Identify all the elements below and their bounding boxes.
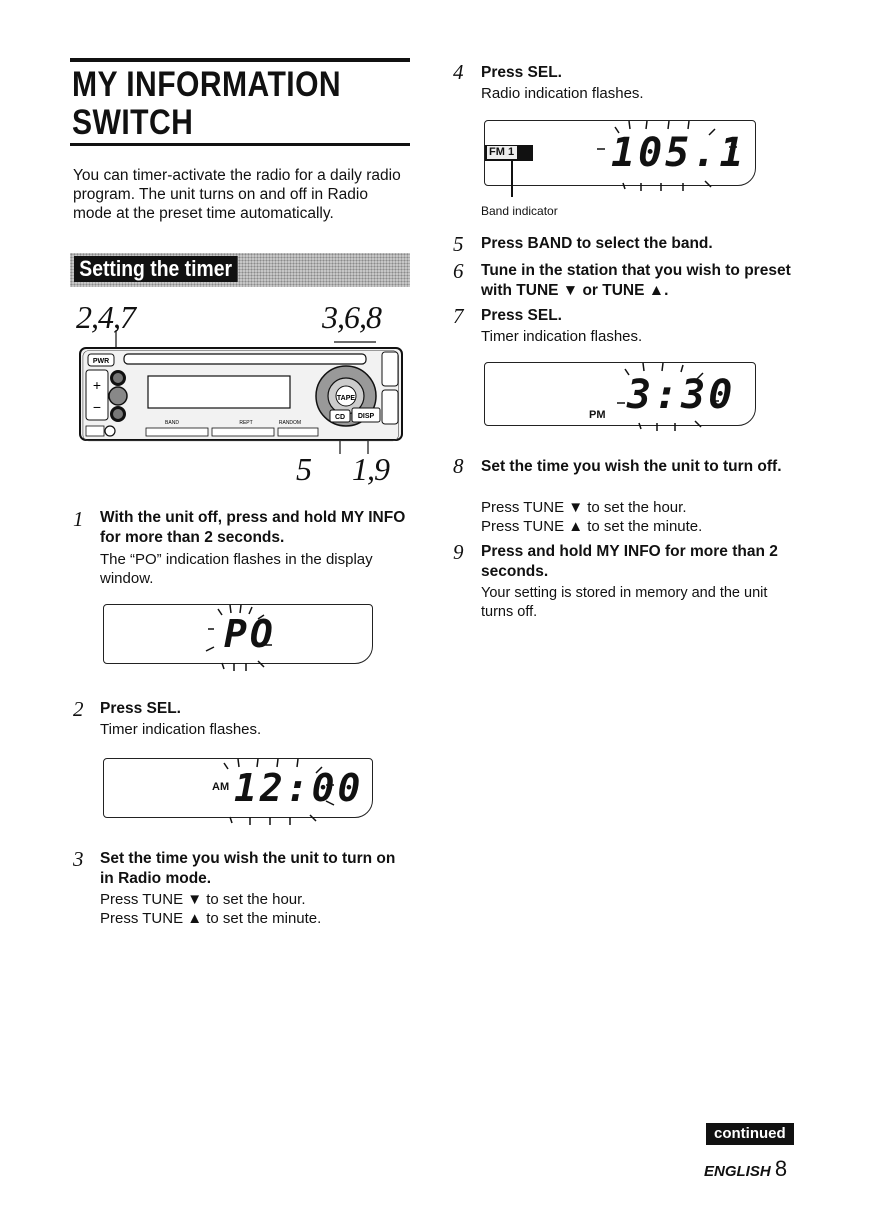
step-2-number: 2 <box>73 697 84 721</box>
step-8-number: 8 <box>453 454 464 478</box>
step-3-heading: Set the time you wish the unit to turn on in Radio mode. <box>100 850 396 887</box>
step-4-heading: Press SEL. <box>481 64 562 81</box>
step-6-number: 6 <box>453 259 464 283</box>
figure-callout-bottom-right: 1,9 <box>352 451 389 487</box>
lcd-display-1200 <box>103 758 373 818</box>
step-7-heading: Press SEL. <box>481 307 562 324</box>
figure-callout-bottom-left: 5 <box>296 451 311 487</box>
step-2-body: Timer indication flashes. <box>100 721 262 738</box>
car-stereo-illustration <box>76 330 408 456</box>
tape-label: TAPE <box>336 395 356 402</box>
step-3-number: 3 <box>73 847 84 871</box>
lcd-display-fm <box>484 120 756 186</box>
lcd-1200-text: 12:00 <box>234 766 364 810</box>
step-9-body: Your setting is stored in memory and the unit turns off. <box>481 585 768 620</box>
random-label: RANDOM <box>278 420 302 426</box>
disp-label: DISP <box>357 413 375 420</box>
step-4-number: 4 <box>453 60 464 84</box>
page-title-line1: MY INFORMATION <box>72 65 342 104</box>
step-1-body: The “PO” indication flashes in the display window. <box>100 551 373 587</box>
lcd-frequency-text: 105.1 <box>611 130 747 176</box>
step-8-body-line1: Press TUNE ▼ to set the hour. <box>481 499 687 516</box>
svg-text:+: + <box>92 377 102 393</box>
pwr-button-label: PWR <box>92 358 110 365</box>
step-8-heading: Set the time you wish the unit to turn off. <box>481 458 782 475</box>
step-6-heading: Tune in the station that you wish to preset with TUNE ▼ or TUNE ▲. <box>481 262 791 299</box>
title-rule-bottom <box>70 143 410 146</box>
continued-badge: continued <box>706 1123 794 1145</box>
lcd-pm-indicator: PM <box>589 409 606 421</box>
step-3-body-line1: Press TUNE ▼ to set the hour. <box>100 891 306 908</box>
lcd-display-po <box>103 604 373 664</box>
figure-callout-top-left: 2,4,7 <box>76 299 135 335</box>
section-heading: Setting the timer <box>74 256 237 282</box>
step-1-number: 1 <box>73 507 84 531</box>
step-7-number: 7 <box>453 304 464 328</box>
page-footer <box>704 1156 787 1185</box>
step-5-heading: Press BAND to select the band. <box>481 235 713 252</box>
svg-text:−: − <box>92 399 102 415</box>
section-banner <box>70 253 410 287</box>
step-1-heading: With the unit off, press and hold MY INFO for more than 2 seconds. <box>100 509 406 546</box>
lcd-fm1-indicator: FM 1 <box>487 146 517 159</box>
step-2-heading: Press SEL. <box>100 700 181 717</box>
step-5-number: 5 <box>453 232 464 256</box>
footer-language: ENGLISH <box>704 1163 771 1180</box>
title-rule-top <box>70 58 410 62</box>
page-title-line2: SWITCH <box>72 103 194 142</box>
cd-label: CD <box>334 414 346 421</box>
intro-paragraph: You can timer-activate the radio for a daily radio program. The unit turns on and off in Radio mode at the preset time automatically. <box>73 167 401 222</box>
step-4-body: Radio indication flashes. <box>481 85 644 102</box>
figure-callout-top-right: 3,6,8 <box>322 299 381 335</box>
step-9-heading: Press and hold MY INFO for more than 2 seconds. <box>481 543 778 580</box>
step-8-body-line2: Press TUNE ▲ to set the minute. <box>481 518 703 535</box>
lcd-po-text: PO <box>224 612 276 656</box>
step-9-number: 9 <box>453 540 464 564</box>
lcd-am-indicator: AM <box>212 781 230 793</box>
band-indicator-caption: Band indicator <box>481 204 558 218</box>
step-3-body-line2: Press TUNE ▲ to set the minute. <box>100 910 322 927</box>
band-label: BAND <box>165 420 179 426</box>
page-title <box>72 66 356 142</box>
step-7-body: Timer indication flashes. <box>481 328 643 345</box>
lcd-330-text: 3:30 <box>627 372 736 418</box>
page-number: 8 <box>774 1156 788 1181</box>
rept-label: REPT <box>239 420 253 426</box>
lcd-display-330 <box>484 362 756 426</box>
